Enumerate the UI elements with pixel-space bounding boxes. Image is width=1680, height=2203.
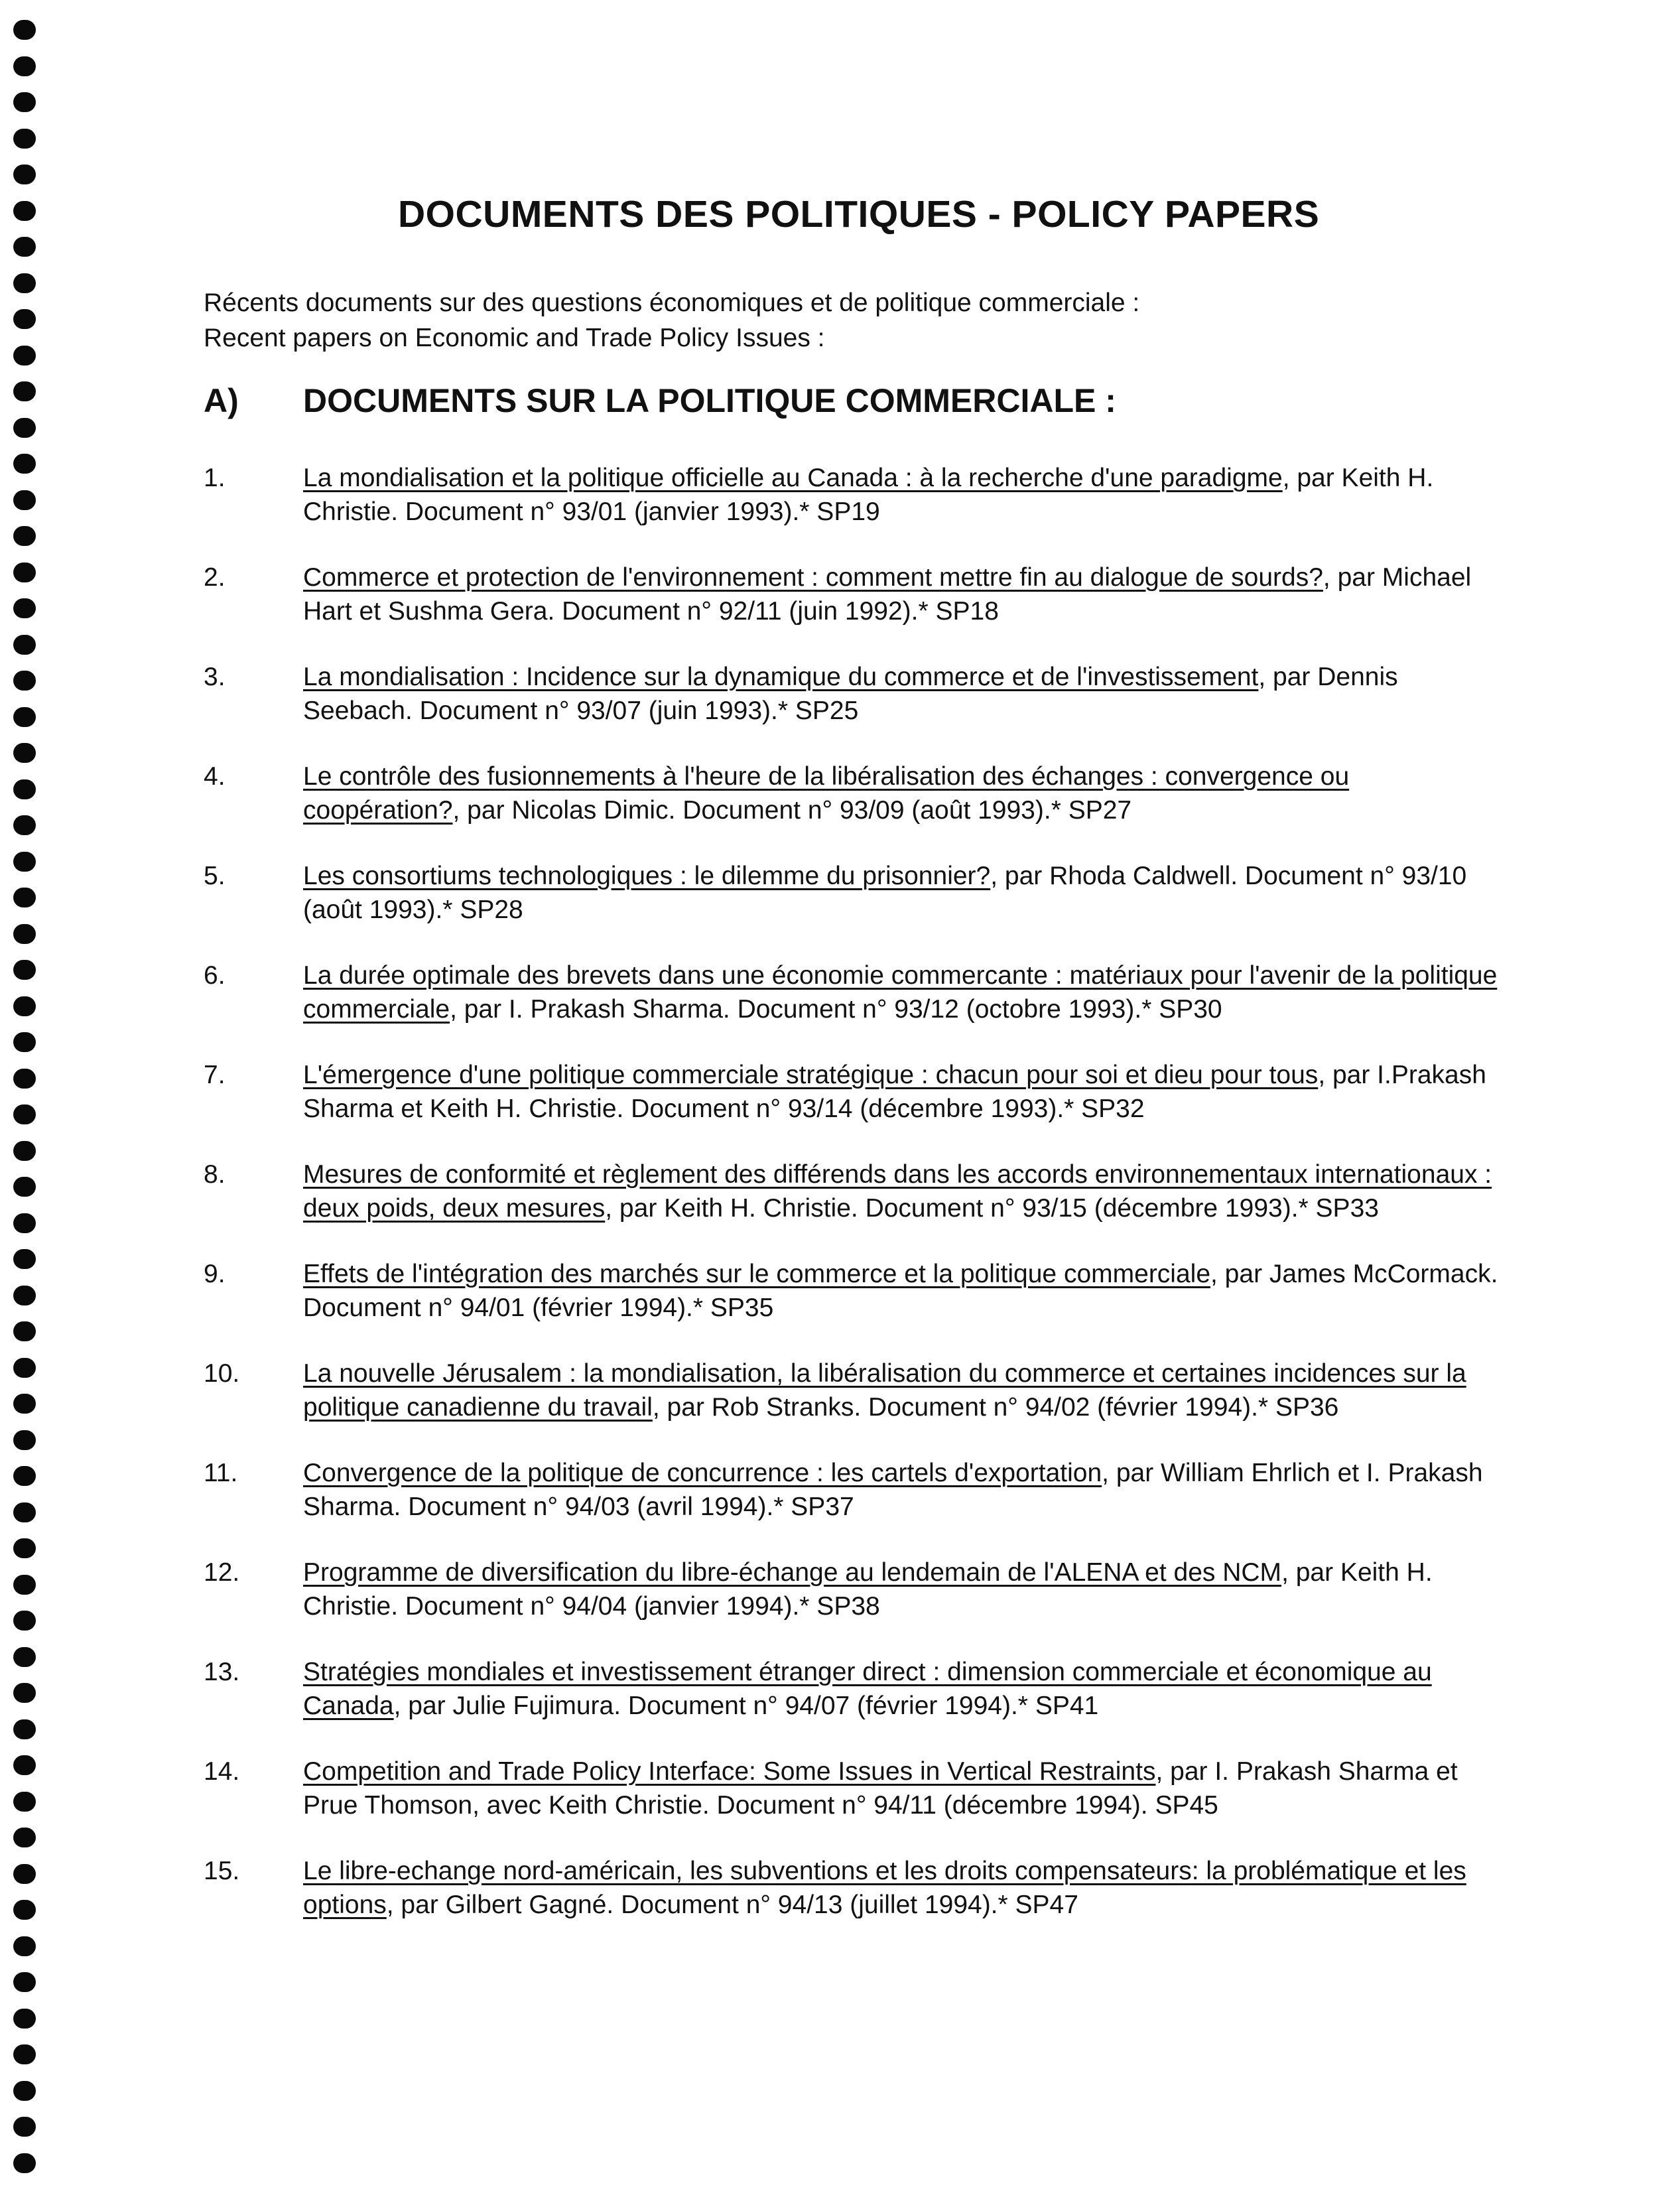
- item-details: , par Gilbert Gagné. Document n° 94/13 (juillet 1994).* SP47: [386, 1891, 1078, 1919]
- item-number: 1.: [204, 464, 226, 492]
- item-text: [303, 1456, 1504, 1524]
- item-text: [303, 1854, 1504, 1922]
- binding-hole: [13, 1864, 36, 1884]
- item-title: Convergence de la politique de concurrence : les cartels d'exportation: [303, 1459, 1102, 1487]
- item-number: 5.: [204, 862, 226, 890]
- item-title: La mondialisation et la politique officielle au Canada : à la recherche d'une paradigme: [303, 464, 1283, 492]
- item-title: La nouvelle Jérusalem : la mondialisation, la libéralisation du commerce et certaines incidences sur la politique canadienne du travail: [303, 1359, 1466, 1422]
- binding-hole: [13, 1141, 36, 1161]
- binding-hole: [13, 2081, 36, 2101]
- item-title: La durée optimale des brevets dans une économie commercante : matériaux pour l'avenir de la politique commerciale: [303, 961, 1498, 1024]
- binding-hole: [13, 1828, 36, 1847]
- intro-text: [204, 285, 1139, 356]
- binding-hole: [13, 1032, 36, 1052]
- binding-hole: [13, 201, 36, 221]
- binding-hole: [13, 381, 36, 401]
- binding-hole: [13, 779, 36, 799]
- item-title: Commerce et protection de l'environnement : comment mettre fin au dialogue de sourds?: [303, 563, 1323, 592]
- binding-hole: [13, 924, 36, 944]
- binding-hole: [13, 1069, 36, 1089]
- item-text: [303, 561, 1504, 628]
- item-details: , par Julie Fujimura. Document n° 94/07 (février 1994).* SP41: [393, 1692, 1099, 1720]
- item-number: 12.: [204, 1558, 240, 1587]
- item-text: [303, 1755, 1504, 1822]
- item-title: Le libre-echange nord-américain, les subventions et les droits compensateurs: la problématique et les options: [303, 1857, 1466, 1919]
- item-text: [303, 660, 1504, 728]
- binding-hole: [13, 743, 36, 763]
- binding-hole: [13, 1792, 36, 1812]
- item-title: Programme de diversification du libre-échange au lendemain de l'ALENA et des NCM: [303, 1558, 1282, 1587]
- binding-hole: [13, 815, 36, 835]
- binding-hole: [13, 1104, 36, 1124]
- binding-hole: [13, 526, 36, 546]
- binding-hole: [13, 454, 36, 474]
- item-details: , par James McCormack. Document n° 94/01 (février 1994).* SP35: [303, 1260, 1498, 1322]
- binding-hole: [13, 129, 36, 149]
- item-details: , par Rob Stranks. Document n° 94/02 (février 1994).* SP36: [652, 1393, 1339, 1422]
- list-item: [204, 1058, 1504, 1126]
- binding-hole: [13, 1719, 36, 1739]
- item-number: 6.: [204, 961, 226, 990]
- binding-hole: [13, 1936, 36, 1956]
- binding-hole: [13, 92, 36, 112]
- binding-hole: [13, 273, 36, 293]
- item-details: , par Keith H. Christie. Document n° 94/04 (janvier 1994).* SP38: [303, 1558, 1433, 1621]
- item-number: 14.: [204, 1757, 240, 1786]
- section-title: DOCUMENTS SUR LA POLITIQUE COMMERCIALE :: [303, 382, 1116, 419]
- item-text: [303, 1058, 1504, 1126]
- list-item: [204, 1556, 1504, 1623]
- list-item: [204, 461, 1504, 529]
- list-item: [204, 959, 1504, 1026]
- binding-hole: [13, 490, 36, 510]
- binding-hole: [13, 1177, 36, 1197]
- binding-hole: [13, 418, 36, 438]
- item-details: , par William Ehrlich et I. Prakash Sharma. Document n° 94/03 (avril 1994).* SP37: [303, 1459, 1483, 1521]
- list-item: [204, 660, 1504, 728]
- binding-hole: [13, 1286, 36, 1305]
- item-number: 2.: [204, 563, 226, 592]
- binding-hole: [13, 960, 36, 980]
- binding-hole: [13, 598, 36, 618]
- item-text: [303, 1655, 1504, 1723]
- item-text: [303, 461, 1504, 529]
- binding-hole: [13, 1611, 36, 1631]
- list-item: [204, 760, 1504, 827]
- list-item: [204, 1357, 1504, 1424]
- item-details: , par Keith H. Christie. Document n° 93/01 (janvier 1993).* SP19: [303, 464, 1434, 526]
- binding-hole: [13, 165, 36, 184]
- list-item: [204, 1456, 1504, 1524]
- binding-hole: [13, 1358, 36, 1378]
- item-title: Le contrôle des fusionnements à l'heure de la libéralisation des échanges : convergence ou coopération?: [303, 762, 1350, 825]
- item-title: Les consortiums technologiques : le dilemme du prisonnier?: [303, 862, 991, 890]
- list-item: [204, 561, 1504, 628]
- section-heading: [204, 381, 1116, 420]
- binding-hole: [13, 996, 36, 1016]
- item-details: , par Nicolas Dimic. Document n° 93/09 (août 1993).* SP27: [452, 796, 1132, 825]
- binding-hole: [13, 1466, 36, 1486]
- item-number: 7.: [204, 1061, 226, 1089]
- binding-hole: [13, 309, 36, 329]
- item-details: , par I. Prakash Sharma. Document n° 93/12 (octobre 1993).* SP30: [450, 995, 1222, 1024]
- item-title: La mondialisation : Incidence sur la dynamique du commerce et de l'investissement: [303, 663, 1259, 691]
- binding-hole: [13, 20, 36, 40]
- binding-hole: [13, 237, 36, 257]
- list-item: [204, 1257, 1504, 1325]
- binding-hole: [13, 2153, 36, 2173]
- item-details: , par Michael Hart et Sushma Gera. Document n° 92/11 (juin 1992).* SP18: [303, 563, 1472, 626]
- item-title: Effets de l'intégration des marchés sur le commerce et la politique commerciale: [303, 1260, 1211, 1288]
- item-text: [303, 1556, 1504, 1623]
- section-letter: A): [204, 382, 239, 419]
- binding-hole: [13, 1755, 36, 1775]
- item-text: [303, 1158, 1504, 1225]
- spiral-binding: [8, 20, 42, 2189]
- binding-hole: [13, 2044, 36, 2064]
- binding-hole: [13, 671, 36, 691]
- binding-hole: [13, 1394, 36, 1414]
- binding-hole: [13, 1249, 36, 1269]
- list-item: [204, 1854, 1504, 1922]
- binding-hole: [13, 1538, 36, 1558]
- item-number: 15.: [204, 1857, 240, 1885]
- item-title: Stratégies mondiales et investissement étranger direct : dimension commerciale et économique au Canada: [303, 1658, 1432, 1720]
- binding-hole: [13, 888, 36, 907]
- binding-hole: [13, 2009, 36, 2029]
- list-item: [204, 1158, 1504, 1225]
- binding-hole: [13, 1213, 36, 1233]
- item-text: [303, 1357, 1504, 1424]
- binding-hole: [13, 346, 36, 366]
- intro-english: Recent papers on Economic and Trade Policy Issues :: [204, 324, 825, 352]
- item-details: , par I.Prakash Sharma et Keith H. Christie. Document n° 93/14 (décembre 1993).* SP32: [303, 1061, 1486, 1123]
- binding-hole: [13, 563, 36, 582]
- binding-hole: [13, 1900, 36, 1920]
- intro-french: Récents documents sur des questions économiques et de politique commerciale :: [204, 289, 1140, 317]
- item-number: 13.: [204, 1658, 240, 1686]
- item-title: Competition and Trade Policy Interface: Some Issues in Vertical Restraints: [303, 1757, 1156, 1786]
- item-title: Mesures de conformité et règlement des différends dans les accords environnementaux internationaux : deux poids, deux mesures: [303, 1160, 1492, 1223]
- binding-hole: [13, 852, 36, 872]
- item-number: 4.: [204, 762, 226, 791]
- item-details: , par Dennis Seebach. Document n° 93/07 (juin 1993).* SP25: [303, 663, 1398, 725]
- item-details: , par I. Prakash Sharma et Prue Thomson, avec Keith Christie. Document n° 94/11 (décembre 1994). SP45: [303, 1757, 1458, 1820]
- binding-hole: [13, 1430, 36, 1450]
- item-number: 3.: [204, 663, 226, 691]
- binding-hole: [13, 707, 36, 727]
- binding-hole: [13, 1972, 36, 1992]
- item-details: , par Rhoda Caldwell. Document n° 93/10 (août 1993).* SP28: [303, 862, 1467, 924]
- papers-list: [204, 461, 1504, 1954]
- item-text: [303, 959, 1504, 1026]
- binding-hole: [13, 1647, 36, 1667]
- binding-hole: [13, 1575, 36, 1595]
- item-number: 11.: [204, 1459, 238, 1487]
- item-details: , par Keith H. Christie. Document n° 93/15 (décembre 1993).* SP33: [605, 1194, 1379, 1223]
- binding-hole: [13, 2117, 36, 2137]
- list-item: [204, 859, 1504, 927]
- item-number: 10.: [204, 1359, 240, 1388]
- item-text: [303, 859, 1504, 927]
- list-item: [204, 1755, 1504, 1822]
- binding-hole: [13, 1321, 36, 1341]
- binding-hole: [13, 1502, 36, 1522]
- binding-hole: [13, 1683, 36, 1703]
- page-title: DOCUMENTS DES POLITIQUES - POLICY PAPERS: [398, 193, 1320, 235]
- list-item: [204, 1655, 1504, 1723]
- item-text: [303, 760, 1504, 827]
- binding-hole: [13, 635, 36, 655]
- item-number: 9.: [204, 1260, 226, 1288]
- item-text: [303, 1257, 1504, 1325]
- item-title: L'émergence d'une politique commerciale stratégique : chacun pour soi et dieu pour tous: [303, 1061, 1319, 1089]
- binding-hole: [13, 56, 36, 76]
- item-number: 8.: [204, 1160, 226, 1189]
